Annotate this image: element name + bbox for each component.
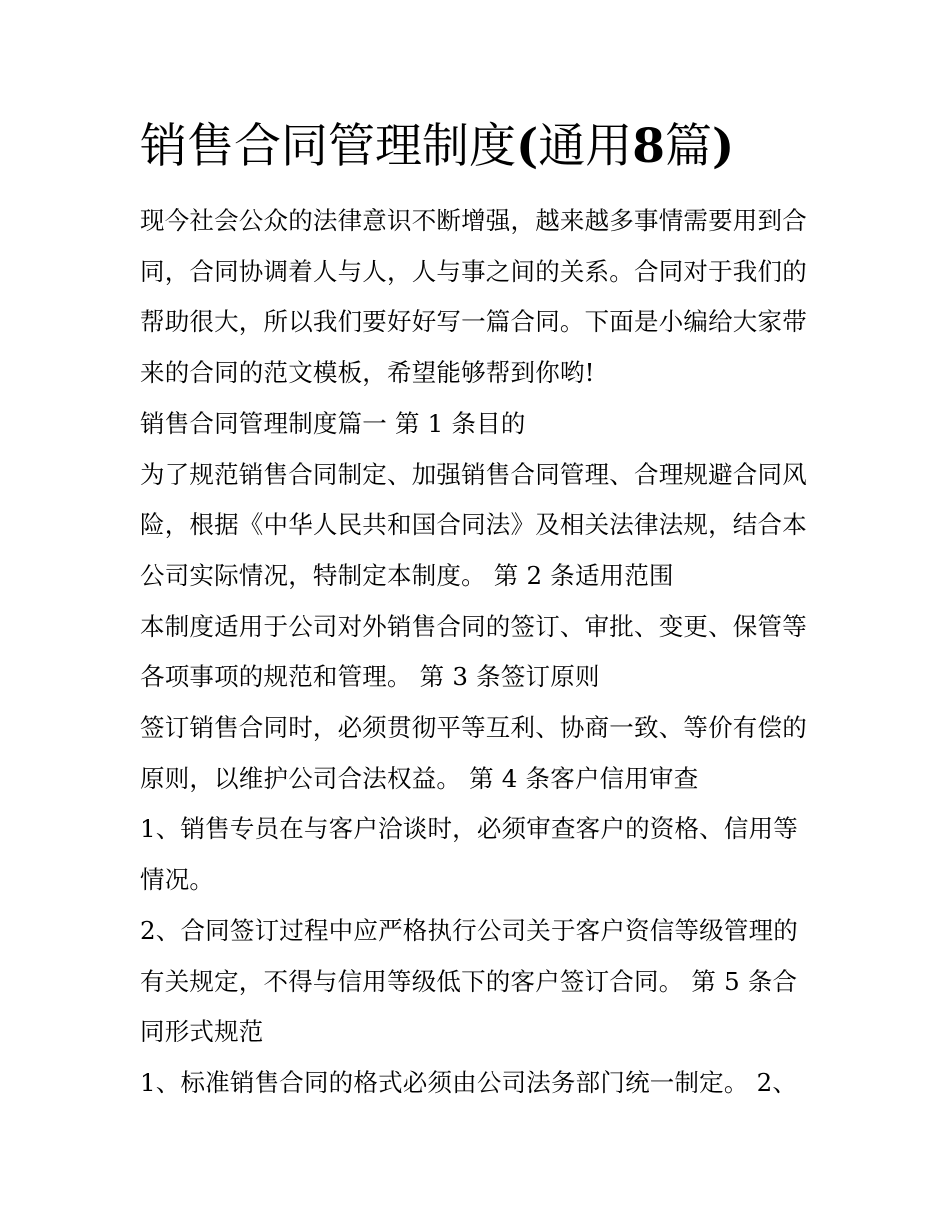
title-main: 销售合同管理制度 <box>140 119 516 174</box>
body-line: 帮助很大，所以我们要好好写一篇合同。下面是小编给大家带 <box>140 307 807 337</box>
body-line: 来的合同的范文模板，希望能够帮到你哟! <box>140 358 595 388</box>
body-line: 情况。 <box>140 865 215 895</box>
body-line: 有关规定，不得与信用等级低下的客户签订合同。 第 5 条合 <box>140 966 798 996</box>
body-line: 各项事项的规范和管理。 第 3 条签订原则 <box>140 662 600 692</box>
body-line: 2、合同签订过程中应严格执行公司关于客户资信等级管理的 <box>140 915 798 945</box>
title-general: 通用 <box>538 119 633 174</box>
body-line: 签订销售合同时，必须贯彻平等互利、协商一致、等价有偿的 <box>140 713 807 743</box>
body-line: 为了规范销售合同制定、加强销售合同管理、合理规避合同风 <box>140 459 807 489</box>
title-paren-close: ) <box>711 119 735 174</box>
section-heading-line: 销售合同管理制度篇一 第 1 条目的 <box>140 408 526 438</box>
body-line: 同，合同协调着人与人，人与事之间的关系。合同对于我们的 <box>140 256 807 286</box>
body-line: 公司实际情况，特制定本制度。 第 2 条适用范围 <box>140 560 674 590</box>
body-line: 1、销售专员在与客户洽谈时，必须审查客户的资格、信用等 <box>140 814 798 844</box>
body-line: 险，根据《中华人民共和国合同法》及相关法律法规，结合本 <box>140 510 807 540</box>
body-line: 原则，以维护公司合法权益。 第 4 条客户信用审查 <box>140 763 699 793</box>
body-line: 本制度适用于公司对外销售合同的签订、审批、变更、保管等 <box>140 611 807 641</box>
body-line: 1、标准销售合同的格式必须由公司法务部门统一制定。 2、 <box>140 1067 798 1097</box>
title-paren-open: ( <box>516 119 539 174</box>
body-line: 同形式规范 <box>140 1017 264 1047</box>
title-pian: 篇 <box>664 119 712 174</box>
title-number: 8 <box>632 119 665 174</box>
document-body <box>140 196 840 1109</box>
document-title <box>140 112 734 182</box>
body-line: 现今社会公众的法律意识不断增强，越来越多事情需要用到合 <box>140 206 807 235</box>
